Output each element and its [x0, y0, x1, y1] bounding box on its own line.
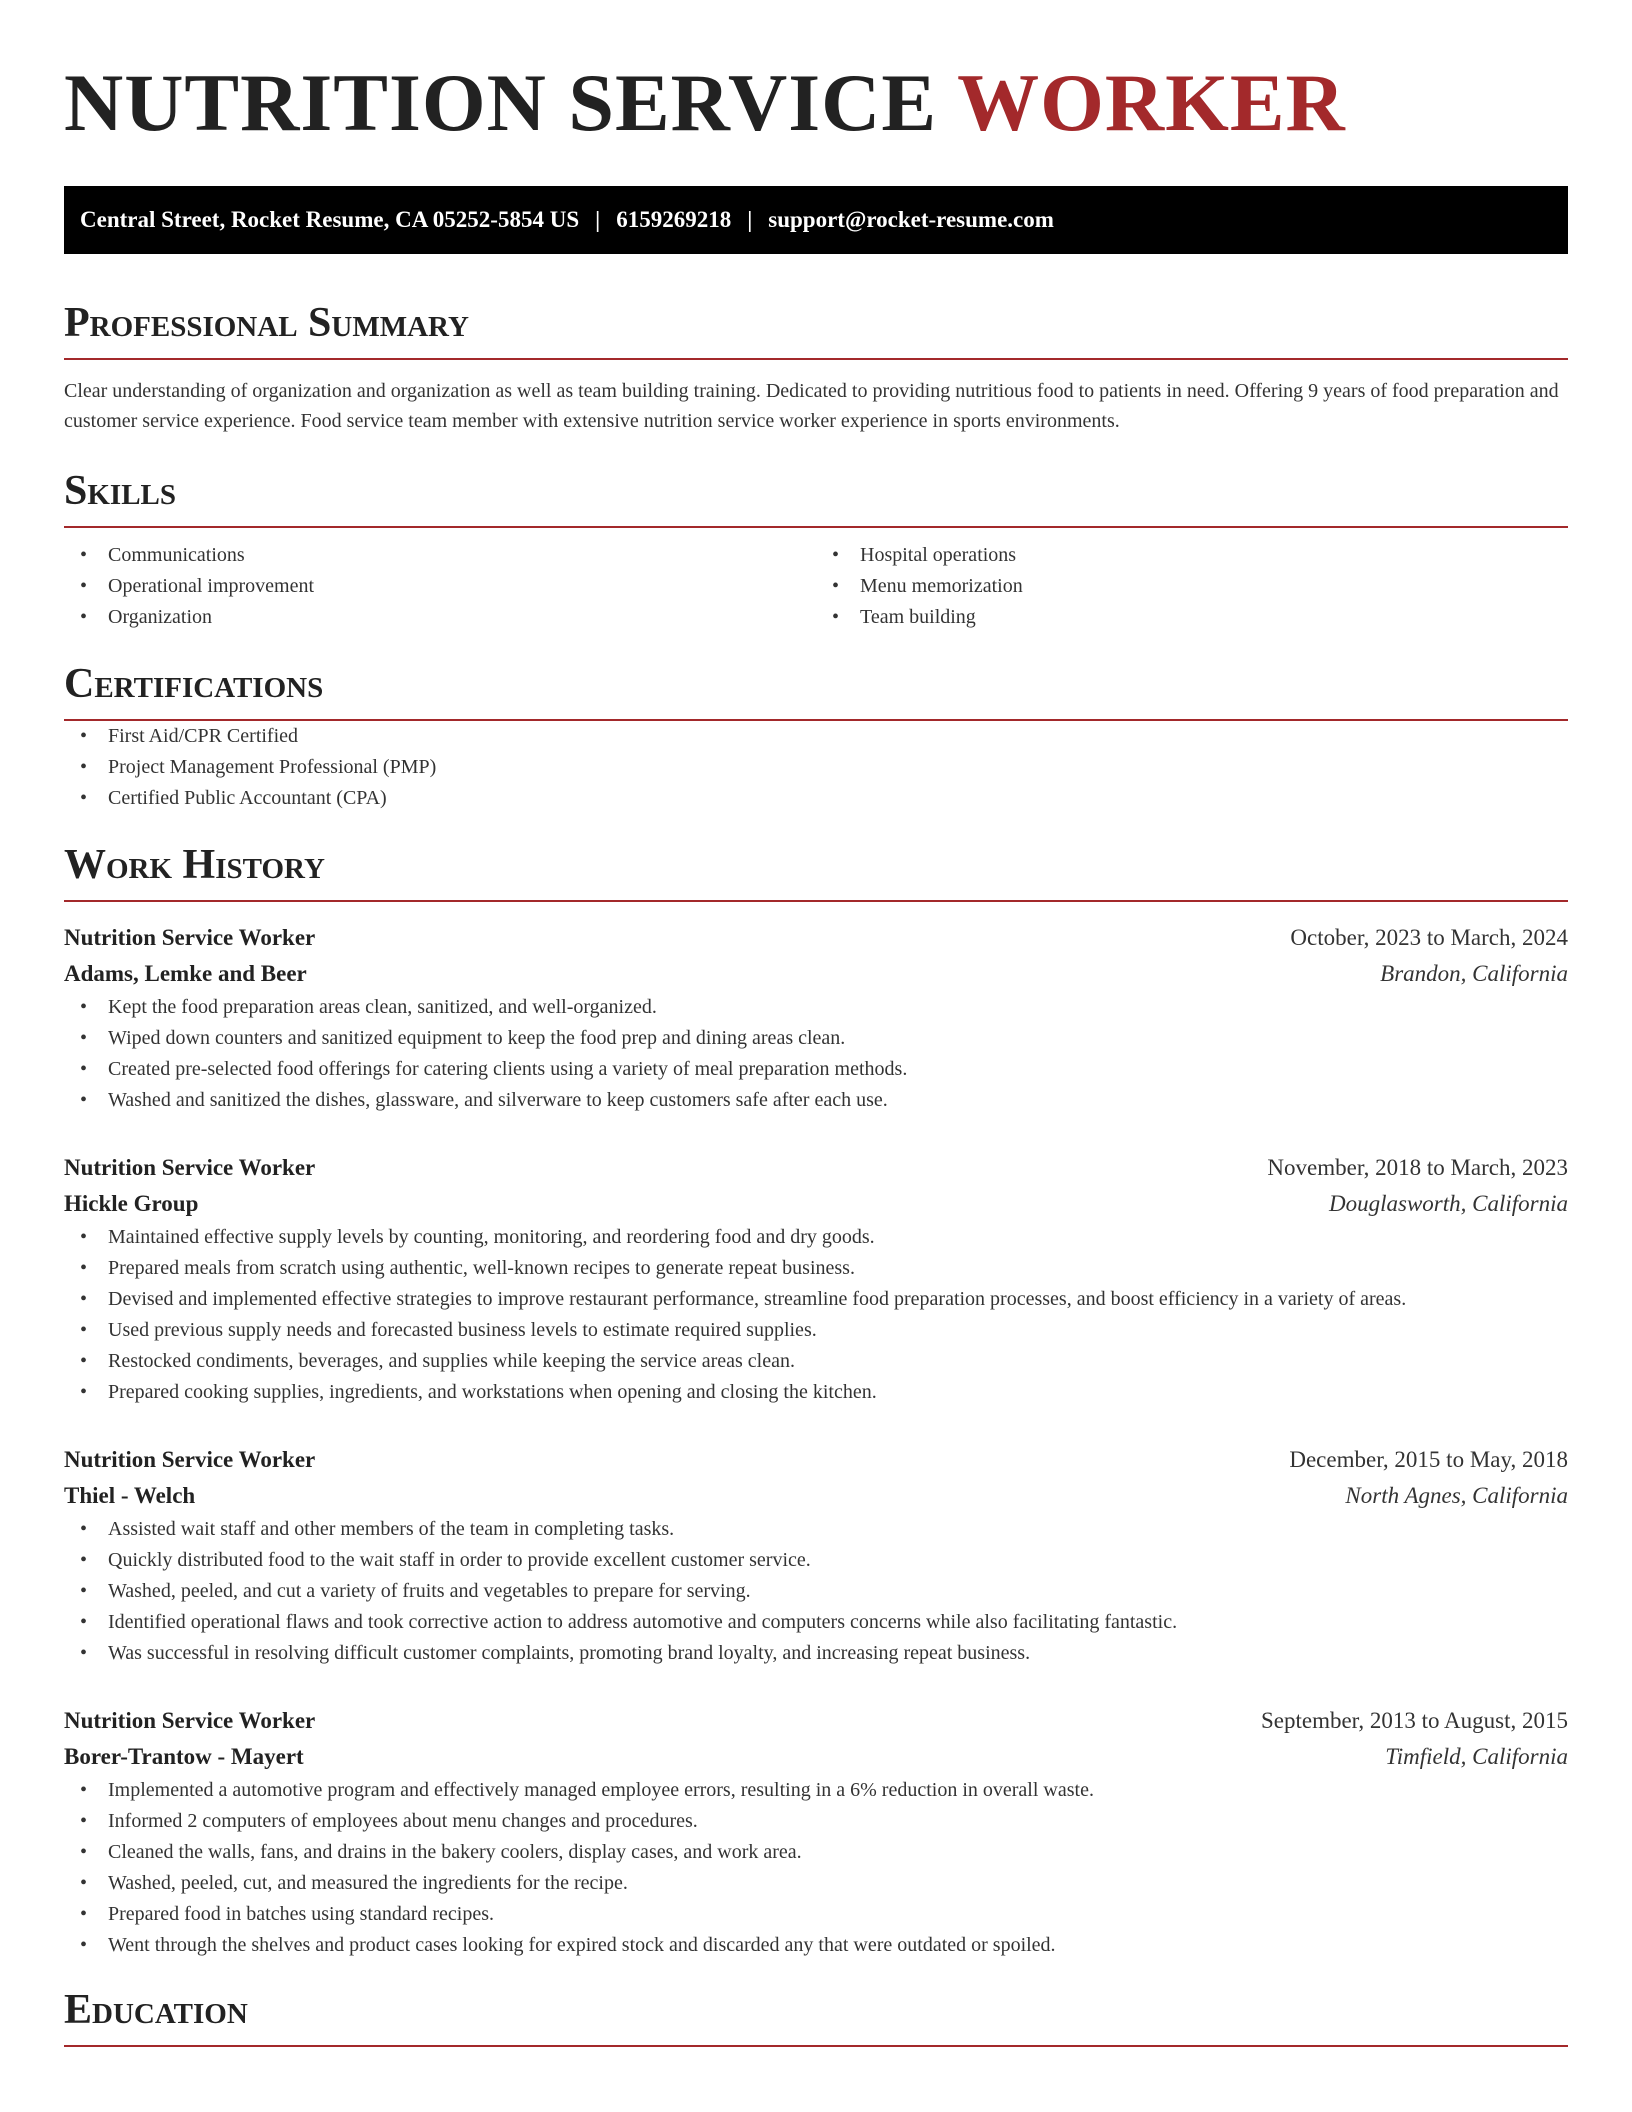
job-duty: • Prepared food in batches using standard recipes. [64, 1899, 1568, 1930]
job-dates: December, 2015 to May, 2018 [1289, 1447, 1568, 1472]
job-entry [64, 920, 1568, 1116]
job-duty: • Restocked condiments, beverages, and supplies while keeping the service areas clean. [64, 1346, 1568, 1377]
job-company-row [64, 1478, 1568, 1514]
resume-title [64, 0, 1568, 148]
contact-separator: | [595, 207, 601, 232]
job-duties [64, 992, 1568, 1116]
skill-item: • Hospital operations [816, 540, 1568, 571]
job-duty: • Went through the shelves and product cases looking for expired stock and discarded any that were outdated or spoiled. [64, 1930, 1568, 1961]
certifications-heading: Certifications [64, 661, 1568, 721]
job-entry [64, 1703, 1568, 1961]
job-duty: • Devised and implemented effective strategies to improve restaurant performance, streamline food preparation processes, and boost efficiency in a variety of areas. [64, 1284, 1568, 1315]
job-location: Douglasworth, California [1329, 1191, 1568, 1216]
job-duties [64, 1775, 1568, 1961]
job-duty: • Used previous supply needs and forecasted business levels to estimate required supplies. [64, 1315, 1568, 1346]
job-duty: • Wiped down counters and sanitized equipment to keep the food prep and dining areas clean. [64, 1023, 1568, 1054]
job-location: North Agnes, California [1345, 1483, 1568, 1508]
job-company: Borer-Trantow - Mayert [64, 1744, 304, 1769]
job-duty: • Prepared meals from scratch using authentic, well-known recipes to generate repeat business. [64, 1253, 1568, 1284]
job-duties [64, 1514, 1568, 1669]
skills-columns [64, 540, 1568, 633]
job-header-row [64, 1442, 1568, 1478]
job-duty: • Cleaned the walls, fans, and drains in the bakery coolers, display cases, and work area. [64, 1837, 1568, 1868]
contact-bar [64, 186, 1568, 254]
job-dates: November, 2018 to March, 2023 [1267, 1155, 1568, 1180]
job-company: Hickle Group [64, 1191, 199, 1216]
contact-phone: 6159269218 [616, 207, 732, 232]
work-history-heading: Work History [64, 842, 1568, 902]
education-heading: Education [64, 1987, 1568, 2047]
skill-item: • Operational improvement [64, 571, 816, 602]
job-dates: September, 2013 to August, 2015 [1260, 1708, 1568, 1733]
job-duty: • Was successful in resolving difficult customer complaints, promoting brand loyalty, and increasing repeat business. [64, 1638, 1568, 1669]
skills-heading: Skills [64, 468, 1568, 528]
job-title: Nutrition Service Worker [64, 925, 316, 950]
certifications-list [64, 721, 1568, 814]
job-duty: • Kept the food preparation areas clean, sanitized, and well-organized. [64, 992, 1568, 1023]
job-duties [64, 1222, 1568, 1408]
job-dates: October, 2023 to March, 2024 [1290, 925, 1568, 950]
job-duty: • Prepared cooking supplies, ingredients, and workstations when opening and closing the kitchen. [64, 1377, 1568, 1408]
job-duty: • Quickly distributed food to the wait staff in order to provide excellent customer service. [64, 1545, 1568, 1576]
job-duty: • Identified operational flaws and took corrective action to address automotive and computers concerns while also facilitating fantastic. [64, 1607, 1568, 1638]
job-header-row [64, 920, 1568, 956]
skills-list-left [64, 540, 816, 633]
title-accent: WORKER [957, 57, 1346, 148]
contact-address: Central Street, Rocket Resume, CA 05252-5854 US [80, 207, 580, 232]
job-duty: • Maintained effective supply levels by counting, monitoring, and reordering food and dry goods. [64, 1222, 1568, 1253]
job-title: Nutrition Service Worker [64, 1447, 316, 1472]
skill-item: • Team building [816, 602, 1568, 633]
job-company: Adams, Lemke and Beer [64, 961, 307, 986]
skills-list-right [816, 540, 1568, 633]
contact-separator: | [747, 207, 753, 232]
summary-heading: Professional Summary [64, 300, 1568, 360]
job-company-row [64, 956, 1568, 992]
job-duty: • Informed 2 computers of employees about menu changes and procedures. [64, 1806, 1568, 1837]
job-entry [64, 1150, 1568, 1408]
certification-item: • Project Management Professional (PMP) [64, 752, 1568, 783]
skill-item: • Organization [64, 602, 816, 633]
job-duty: • Washed and sanitized the dishes, glassware, and silverware to keep customers safe after each use. [64, 1085, 1568, 1116]
job-company-row [64, 1186, 1568, 1222]
job-duty: • Implemented a automotive program and effectively managed employee errors, resulting in a 6% reduction in overall waste. [64, 1775, 1568, 1806]
skill-item: • Communications [64, 540, 816, 571]
certification-item: • Certified Public Accountant (CPA) [64, 783, 1568, 814]
job-duty: • Washed, peeled, cut, and measured the ingredients for the recipe. [64, 1868, 1568, 1899]
skill-item: • Menu memorization [816, 571, 1568, 602]
job-company: Thiel - Welch [64, 1483, 196, 1508]
job-entry [64, 1442, 1568, 1669]
contact-email: support@rocket-resume.com [768, 207, 1054, 232]
title-main: NUTRITION SERVICE [64, 57, 938, 148]
job-header-row [64, 1150, 1568, 1186]
job-title: Nutrition Service Worker [64, 1708, 316, 1733]
certification-item: • First Aid/CPR Certified [64, 721, 1568, 752]
summary-text: Clear understanding of organization and organization as well as team building training. Dedicated to providing nutritious food to patients in need. Offering 9 years of food preparation and customer service experience. Food service team member with extensive nutrition service worker experience in sports environments. [64, 380, 1559, 432]
job-company-row [64, 1739, 1568, 1775]
job-location: Brandon, California [1380, 961, 1568, 986]
job-duty: • Washed, peeled, and cut a variety of fruits and vegetables to prepare for serving. [64, 1576, 1568, 1607]
job-duty: • Created pre-selected food offerings for catering clients using a variety of meal preparation methods. [64, 1054, 1568, 1085]
job-title: Nutrition Service Worker [64, 1155, 316, 1180]
job-duty: • Assisted wait staff and other members of the team in completing tasks. [64, 1514, 1568, 1545]
job-header-row [64, 1703, 1568, 1739]
job-location: Timfield, California [1385, 1744, 1568, 1769]
